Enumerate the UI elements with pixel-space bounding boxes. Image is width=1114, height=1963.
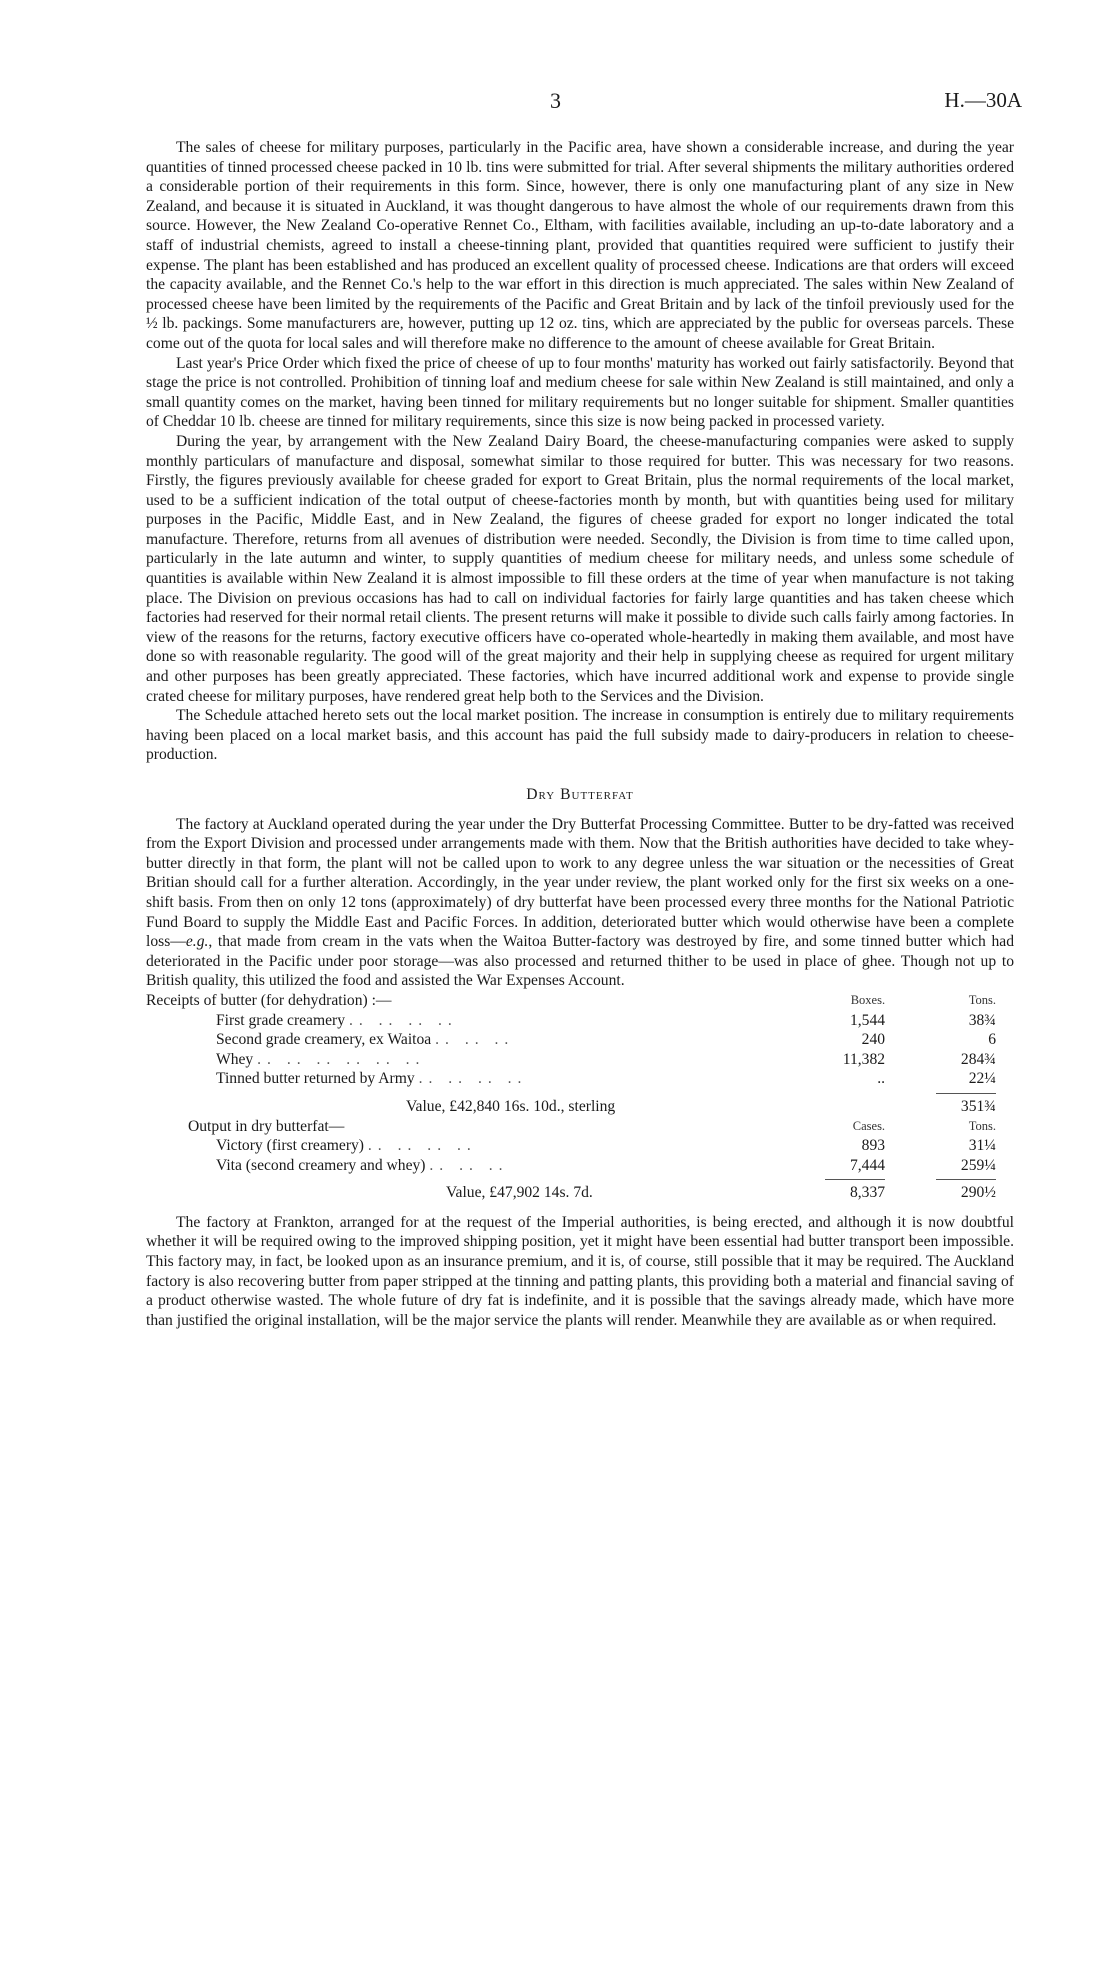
rule-row	[146, 1089, 1014, 1097]
output-label: Vita (second creamery and whey)	[216, 1156, 426, 1174]
receipt-boxes: 240	[861, 1031, 886, 1049]
total-rule	[936, 1093, 996, 1094]
table-row	[146, 1136, 1014, 1156]
output-heading-row	[146, 1117, 1014, 1137]
receipt-tons: 284¾	[960, 1050, 996, 1068]
receipt-label: Whey	[216, 1050, 254, 1068]
total-rule	[825, 1179, 885, 1180]
receipt-label: Tinned butter returned by Army	[216, 1070, 415, 1088]
paragraph-auckland-factory	[146, 815, 1014, 991]
leader-dots: .. .. .. ..	[367, 1137, 477, 1155]
col-tons-header: Tons.	[968, 992, 996, 1007]
leader-dots: .. .. .. .. .. ..	[257, 1050, 426, 1068]
page-header	[0, 88, 1114, 118]
receipts-value: Value, £42,840 16s. 10d., sterling	[406, 1097, 616, 1115]
receipts-heading: Receipts of butter (for dehydration) :—	[146, 991, 392, 1009]
output-value-row	[146, 1183, 1014, 1203]
body-text	[146, 138, 1014, 1330]
receipt-label: Second grade creamery, ex Waitoa	[216, 1031, 432, 1049]
receipt-tons: 38¾	[968, 1011, 996, 1029]
receipts-heading-row	[146, 991, 1014, 1011]
paragraph-processed-cheese: The sales of cheese for military purposes, particularly in the Pacific area, have shown a considerable increase, and during the year quantities of tinned processed cheese packed in 10 lb. tins were submitted for trial. After several shipments the military authorities ordered a considerable portion of their requirements in this form. Since, however, there is only one manufacturing plant of any size in New Zealand, and because it is situated in Auckland, it was thought dangerous to have almost the whole of our requirements drawn from this source. However, the New Zealand Co-operative Rennet Co., Eltham, with facilities available, including an up-to-date laboratory and a staff of industrial chemists, agreed to install a cheese-tinning plant, provided that quantities required were sufficient to justify their expense. The plant has been established and has produced an excellent quality of processed cheese. Indications are that orders will exceed the capacity available, and the Rennet Co.'s help to the war effort in this direction is much appreciated. The sales within New Zealand of processed cheese have been limited by the requirements of the Pacific and Great Britain and by lack of the tinfoil previously used for the ½ lb. packings. Some manufacturers are, however, putting up 12 oz. tins, which are appreciated by the public for overseas parcels. These come out of the quota for local sales and will therefore make no difference to the amount of cheese available for Great Britain.	[146, 139, 1014, 352]
receipts-total-tons: 351¾	[960, 1097, 996, 1115]
leader-dots: .. .. .. ..	[418, 1070, 528, 1088]
receipt-boxes: 1,544	[849, 1011, 886, 1029]
output-cases: 893	[861, 1137, 886, 1155]
col-cases-header: Cases.	[852, 1118, 886, 1133]
table-row	[146, 1011, 1014, 1031]
total-rule	[936, 1179, 996, 1180]
receipts-value-row	[146, 1097, 1014, 1117]
paragraph-schedule: The Schedule attached hereto sets out the local market position. The increase in consumption is entirely due to military requirements having been placed on a local market basis, and this account has paid the full subsidy made to dairy-producers in relation to cheese-production.	[146, 707, 1014, 764]
output-heading: Output in dry butterfat—	[188, 1117, 345, 1135]
paragraph-price-order: Last year's Price Order which fixed the price of cheese of up to four months' maturity has worked out fairly satisfactorily. Beyond that stage the price is not controlled. Prohibition of tinning loaf and medium cheese for sale within New Zealand is still maintained, and only a small quantity comes on the market, having been tinned for military requirements but no longer suitable for shipment. Smaller quantities of Cheddar 10 lb. cheese are tinned for military requirements, since this size is now being packed in processed variety.	[146, 354, 1014, 431]
page-number: 3	[550, 88, 561, 113]
output-total-tons: 290½	[960, 1184, 996, 1202]
output-value: Value, £47,902 14s. 7d.	[446, 1184, 593, 1202]
section-title-dry-butterfat: Dry Butterfat	[526, 786, 634, 803]
leader-dots: .. .. ..	[429, 1156, 509, 1174]
receipt-boxes: ..	[877, 1070, 886, 1088]
leader-dots: .. .. .. ..	[348, 1011, 458, 1029]
receipt-boxes: 11,382	[842, 1050, 886, 1068]
col-output-tons-header: Tons.	[968, 1118, 996, 1133]
leader-dots: .. .. ..	[435, 1031, 515, 1049]
butter-receipts-output-table	[146, 991, 1014, 1213]
table-row	[146, 1050, 1014, 1070]
output-cases: 7,444	[849, 1156, 886, 1174]
output-tons: 259¼	[960, 1156, 996, 1174]
rule-row	[146, 1175, 1014, 1183]
output-tons: 31¼	[968, 1137, 996, 1155]
auckland-text-part1: The factory at Auckland operated during the year under the Dry Butterfat Processing Committee. Butter to be dry-fatted was received from the Export Division and processed under arrangements made with them. Now that the British authorities have decided to take whey-butter directly in that form, the plant will not be called upon to work to any degree unless the war situation or the necessities of Great Britian should call for a further alteration. Accordingly, in the year under review, the plant worked only for the first six weeks on a one-shift basis. From then on only 12 tons (approximately) of dry butterfat have been processed every three months for the National Patriotic Fund Board to supply the Middle East and Pacific Forces. In addition, deteriorated butter which would otherwise have been a complete loss—	[146, 815, 1014, 951]
receipt-label: First grade creamery	[216, 1011, 346, 1029]
auckland-text-eg: e.g.	[185, 933, 209, 951]
output-label: Victory (first creamery)	[216, 1137, 364, 1155]
document-reference: H.—30A	[944, 88, 1022, 112]
col-boxes-header: Boxes.	[850, 992, 886, 1007]
table-row	[146, 1030, 1014, 1050]
table-row	[146, 1069, 1014, 1089]
paragraph-dairy-board-returns: During the year, by arrangement with the New Zealand Dairy Board, the cheese-manufacturing companies were asked to supply monthly particulars of manufacture and disposal, somewhat similar to those required for butter. This was necessary for two reasons. Firstly, the figures previously available for cheese graded for export to Great Britain, plus the normal requirements of the local market, used to be a sufficient indication of the total output of cheese-factories month by month, but with quantities being used for military purposes in the Pacific, Middle East, and in New Zealand, the figures of cheese graded for export no longer indicated the total manufacture. Therefore, returns from all avenues of distribution were needed. Secondly, the Division is from time to time called upon, particularly in the late autumn and winter, to supply quantities of medium cheese for military needs, and unless some schedule of quantities is available within New Zealand it is almost impossible to fill these orders at the time of year when manufacture is not taking place. The Division on previous occasions has had to call on individual factories for fairly large quantities and has taken cheese which factories had reserved for their normal retail clients. The present returns will make it possible to divide such calls fairly among factories. In view of the reasons for the returns, factory executive officers have co-operated whole-heartedly in making them available, and most have done so with reasonable regularity. The good will of the great majority and their help in supplying cheese as required for urgent military and other purposes has been greatly appreciated. These factories, which have incurred additional work and expense to provide single crated cheese for military purposes, have rendered great help both to the Services and the Division.	[146, 432, 1014, 705]
receipt-tons: 22¼	[968, 1070, 996, 1088]
receipt-tons: 6	[988, 1031, 996, 1049]
output-total-cases: 8,337	[849, 1184, 886, 1202]
auckland-text-part2: , that made from cream in the vats when the Waitoa Butter-factory was destroyed by fire, and some tinned butter which had deteriorated in the Pacific under poor storage—was also processed and returned thither to be used in place of ghee. Though not up to British quality, this utilized the food and assisted the War Expenses Account.	[146, 933, 1014, 990]
table-row	[146, 1156, 1014, 1176]
paragraph-frankton-factory: The factory at Frankton, arranged for at the request of the Imperial authorities, is being erected, and although it is now doubtful whether it will be required owing to the improved shipping position, yet it might have been essential had butter transport been impossible. This factory may, in fact, be looked upon as an insurance premium, and it is, of course, still possible that it may be required. The Auckland factory is also recovering butter from paper stripped at the tinning and patting plants, this providing both a material and financial saving of a product otherwise wasted. The whole future of dry fat is indefinite, and it is possible that the savings already made, which have more than justified the original installation, will be the major service the plants will render. Meanwhile they are available as or when required.	[146, 1213, 1014, 1329]
